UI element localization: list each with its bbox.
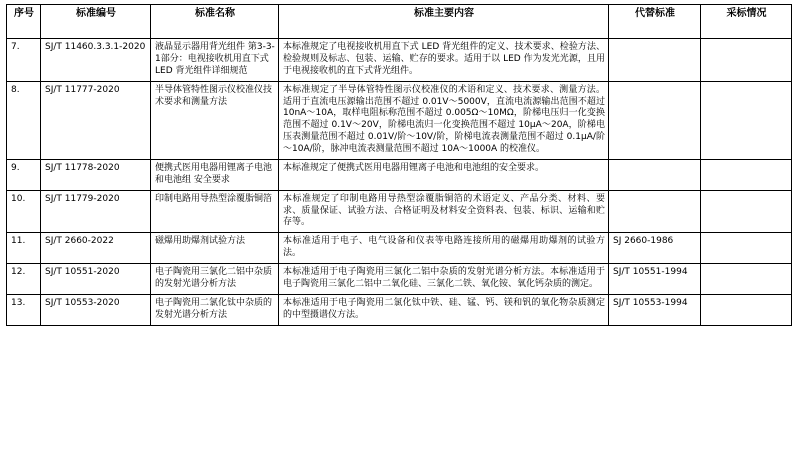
cell-seq: 9. — [7, 159, 41, 190]
cell-code: SJ/T 2660-2022 — [41, 233, 151, 264]
table-row — [7, 264, 792, 295]
standards-table — [6, 4, 792, 326]
table-row — [7, 233, 792, 264]
cell-code: SJ/T 11779-2020 — [41, 190, 151, 233]
table-row — [7, 294, 792, 325]
cell-main-content: 本标准规定了印制电路用导热型涂覆脂铜箔的术语定义、产品分类、材料、要求、质量保证、试验方法、合格证明及材料安全资料表、包装、标识、运输和贮存等。 — [279, 190, 609, 233]
cell-replaced-standard — [609, 159, 701, 190]
cell-adoption-status — [701, 233, 792, 264]
cell-seq: 13. — [7, 294, 41, 325]
cell-replaced-standard — [609, 190, 701, 233]
column-header-code: 标准编号 — [41, 5, 151, 39]
table-row — [7, 159, 792, 190]
cell-adoption-status — [701, 159, 792, 190]
cell-code: SJ/T 10551-2020 — [41, 264, 151, 295]
column-header-seq — [7, 5, 41, 39]
cell-name: 电子陶瓷用三氯化二铝中杂质的发射光谱分析方法 — [151, 264, 279, 295]
column-header-seq-line1: 序号 — [14, 8, 34, 19]
table-row — [7, 190, 792, 233]
cell-replaced-standard: SJ 2660-1986 — [609, 233, 701, 264]
cell-name: 液晶显示器用背光组件 第3-3-1部分：电视接收机用直下式 LED 背光组件详细规范 — [151, 39, 279, 82]
column-header-name: 标准名称 — [151, 5, 279, 39]
table-row — [7, 39, 792, 82]
column-header-replaced-standard: 代替标准 — [609, 5, 701, 39]
cell-name: 印制电路用导热型涂覆脂铜箔 — [151, 190, 279, 233]
cell-seq: 11. — [7, 233, 41, 264]
table-body — [7, 39, 792, 326]
cell-code: SJ/T 10553-2020 — [41, 294, 151, 325]
cell-code: SJ/T 11778-2020 — [41, 159, 151, 190]
cell-name: 半导体管特性图示仪校准仪技术要求和测量方法 — [151, 81, 279, 159]
cell-code: SJ/T 11460.3.3.1-2020 — [41, 39, 151, 82]
cell-seq: 12. — [7, 264, 41, 295]
table-header-row — [7, 5, 792, 39]
cell-adoption-status — [701, 81, 792, 159]
cell-adoption-status — [701, 190, 792, 233]
cell-name: 磁爆用助爆剂试验方法 — [151, 233, 279, 264]
cell-main-content: 本标准规定了半导体管特性图示仪校准仪的术语和定义、技术要求、测量方法。适用于直流电压源输出范围不超过 0.01V～5000V，直流电流源输出范围不超过 10nA～10A，取样电阻标称范围不超过 0.005Ω～10MΩ，阶梯电压归一化变换范围不超过 0.1V～20V，阶梯电流归一化变换范围不超过 10μA～20A，阶梯电压表测量范围不超过 0.01V/阶～10V/阶，阶梯电流表测量范围不超过 0.1μA/阶～10A/阶，脉冲电流表测量范围不超过 10A～1000A 的校准仪。 — [279, 81, 609, 159]
cell-main-content: 本标准适用于电子陶瓷用二氯化钛中铁、硅、锰、钙、镁和钒的氧化物杂质测定的中型摄谱仪方法。 — [279, 294, 609, 325]
table-header — [7, 5, 792, 39]
column-header-main-content: 标准主要内容 — [279, 5, 609, 39]
cell-adoption-status — [701, 294, 792, 325]
cell-name: 电子陶瓷用二氯化钛中杂质的发射光谱分析方法 — [151, 294, 279, 325]
cell-replaced-standard — [609, 81, 701, 159]
cell-name: 便携式医用电器用锂离子电池和电池组 安全要求 — [151, 159, 279, 190]
cell-seq: 10. — [7, 190, 41, 233]
cell-replaced-standard: SJ/T 10553-1994 — [609, 294, 701, 325]
column-header-adoption-status: 采标情况 — [701, 5, 792, 39]
cell-replaced-standard: SJ/T 10551-1994 — [609, 264, 701, 295]
cell-adoption-status — [701, 264, 792, 295]
cell-seq: 7. — [7, 39, 41, 82]
cell-code: SJ/T 11777-2020 — [41, 81, 151, 159]
cell-main-content: 本标准适用于电子陶瓷用三氯化二铝中杂质的发射光谱分析方法。本标准适用于电子陶瓷用三氯化二铝中二氧化硅、三氯化二铁、氧化铵、氧化钙杂质的测定。 — [279, 264, 609, 295]
table-row — [7, 81, 792, 159]
cell-replaced-standard — [609, 39, 701, 82]
cell-main-content: 本标准规定了便携式医用电器用锂离子电池和电池组的安全要求。 — [279, 159, 609, 190]
cell-main-content: 本标准适用于电子、电气设备和仪表等电路连接所用的磁爆用助爆剂的试验方法。 — [279, 233, 609, 264]
cell-main-content: 本标准规定了电视接收机用直下式 LED 背光组件的定义、技术要求、检验方法、检验规则及标志、包装、运输、贮存的要求。适用于以 LED 作为发光光源，且用于电视接收机的直下式背光组件。 — [279, 39, 609, 82]
cell-seq: 8. — [7, 81, 41, 159]
cell-adoption-status — [701, 39, 792, 82]
